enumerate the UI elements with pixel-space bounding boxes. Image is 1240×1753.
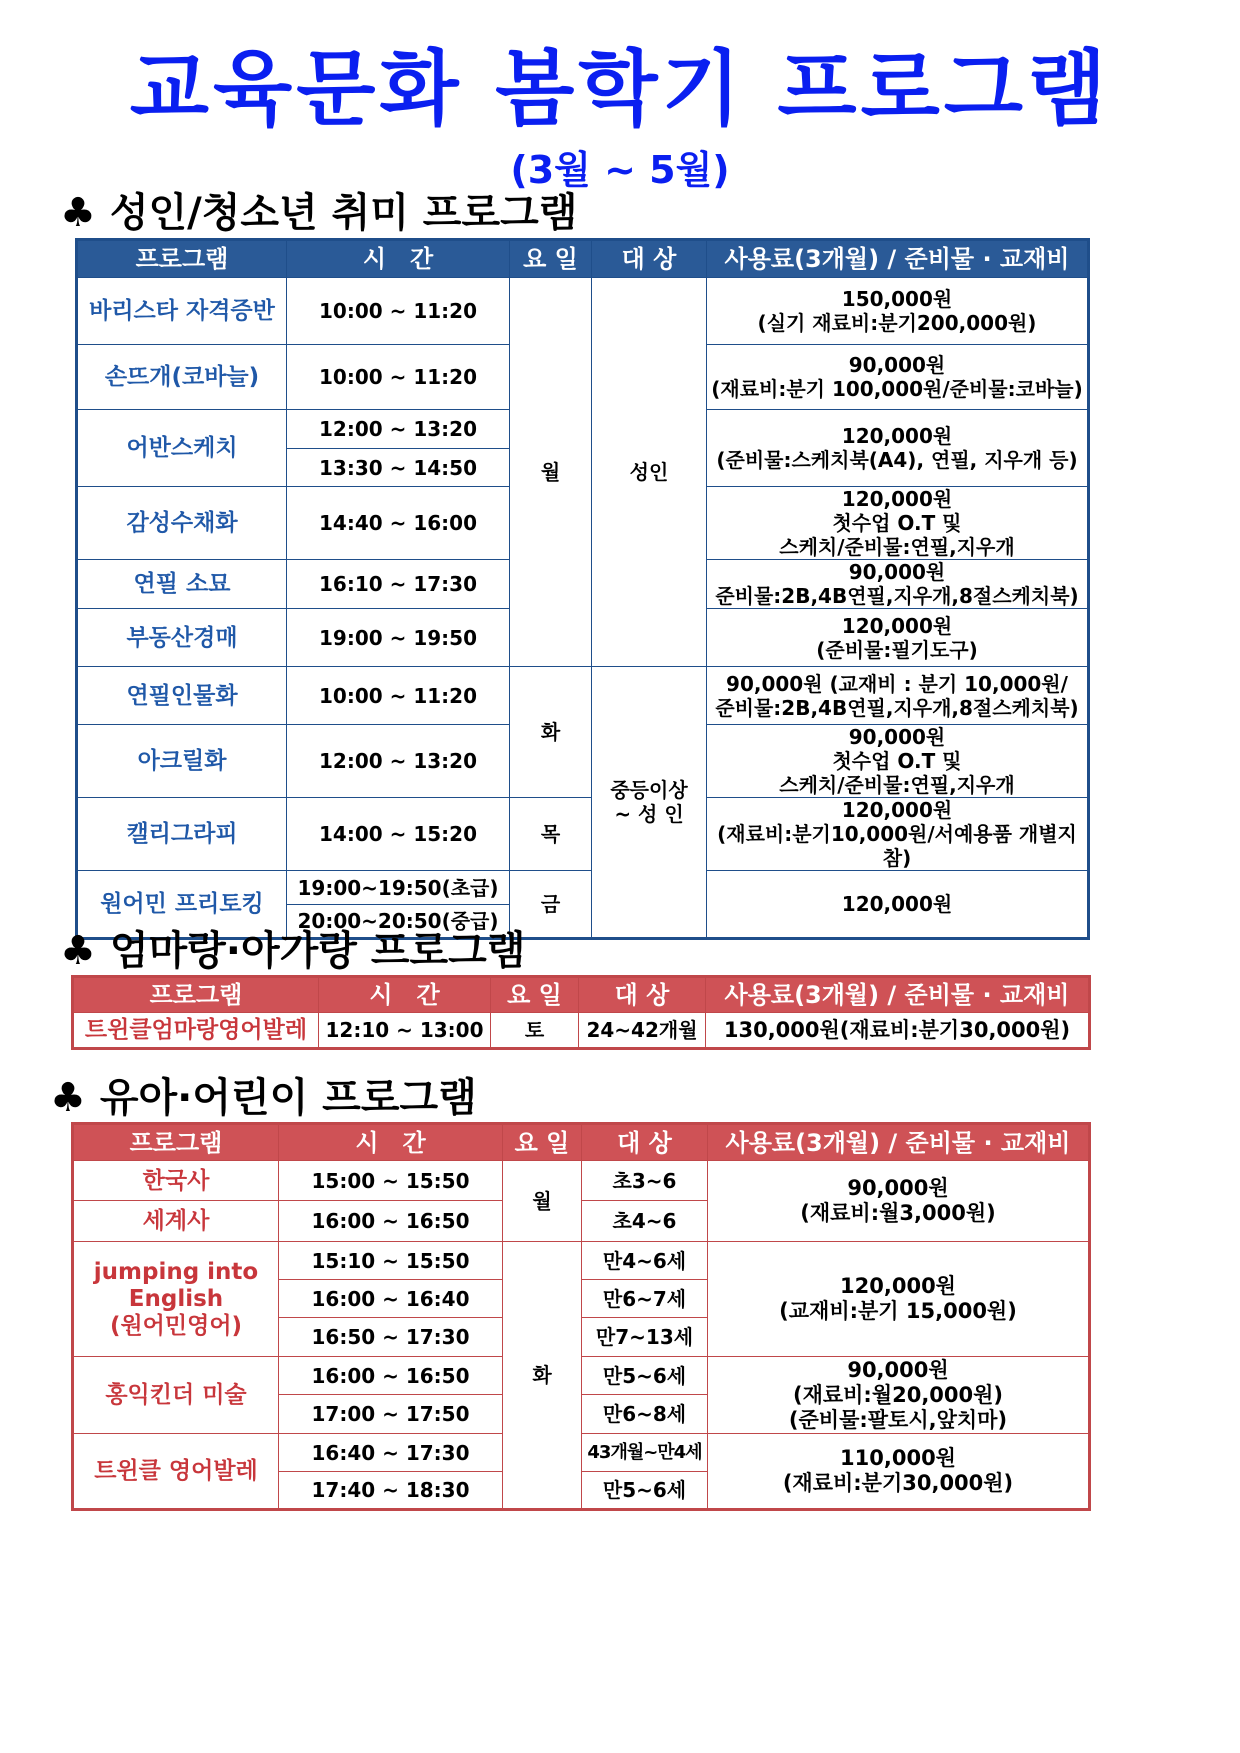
header-program: 프로그램 bbox=[77, 240, 287, 278]
time-cell: 15:10 ~ 15:50 bbox=[279, 1242, 503, 1280]
target-cell: 24~42개월 bbox=[579, 1013, 706, 1049]
fee-cell: 120,000원 첫수업 O.T 및 스케치/준비물:연필,지우개 bbox=[707, 487, 1089, 560]
program-name: 감성수채화 bbox=[77, 487, 287, 560]
time-cell: 12:00 ~ 13:20 bbox=[287, 410, 510, 449]
time-cell: 10:00 ~ 11:20 bbox=[287, 345, 510, 410]
time-cell: 17:40 ~ 18:30 bbox=[279, 1472, 503, 1510]
time-cell: 14:00 ~ 15:20 bbox=[287, 798, 510, 871]
club-icon: ♣ bbox=[60, 928, 96, 974]
header-target: 대 상 bbox=[592, 240, 707, 278]
program-name: 홍익킨더 미술 bbox=[73, 1357, 279, 1434]
table-header-row bbox=[73, 1124, 1090, 1161]
adult-program-table bbox=[75, 238, 1090, 940]
target-cell: 만4~6세 bbox=[582, 1242, 708, 1280]
day-cell: 화 bbox=[510, 667, 592, 798]
target-cell: 성인 bbox=[592, 278, 707, 667]
table-row bbox=[73, 1161, 1090, 1201]
section-heading-kids bbox=[50, 1073, 477, 1123]
header-target: 대 상 bbox=[582, 1124, 708, 1161]
program-name: 아크릴화 bbox=[77, 725, 287, 798]
time-cell: 16:00 ~ 16:50 bbox=[279, 1357, 503, 1395]
time-cell: 20:00~20:50(중급) bbox=[287, 905, 510, 939]
day-cell: 화 bbox=[503, 1242, 582, 1510]
fee-cell: 120,000원 (교재비:분기 15,000원) bbox=[708, 1242, 1090, 1357]
time-cell: 12:00 ~ 13:20 bbox=[287, 725, 510, 798]
time-cell: 19:00 ~ 19:50 bbox=[287, 609, 510, 667]
target-cell: 43개월~만4세 bbox=[582, 1434, 708, 1472]
time-cell: 15:00 ~ 15:50 bbox=[279, 1161, 503, 1201]
time-cell: 14:40 ~ 16:00 bbox=[287, 487, 510, 560]
header-target: 대 상 bbox=[579, 977, 706, 1013]
header-day: 요 일 bbox=[503, 1124, 582, 1161]
program-name: 어반스케치 bbox=[77, 410, 287, 487]
fee-cell: 120,000원 (준비물:필기도구) bbox=[707, 609, 1089, 667]
kids-program-table bbox=[71, 1122, 1091, 1511]
fee-cell: 90,000원 (재료비:월20,000원) (준비물:팔토시,앞치마) bbox=[708, 1357, 1090, 1434]
header-fee: 사용료(3개월) / 준비물 · 교재비 bbox=[708, 1124, 1090, 1161]
fee-cell: 120,000원 (준비물:스케치북(A4), 연필, 지우개 등) bbox=[707, 410, 1089, 487]
program-name: 연필 소묘 bbox=[77, 560, 287, 609]
target-cell: 만5~6세 bbox=[582, 1357, 708, 1395]
fee-cell: 90,000원 (재료비:월3,000원) bbox=[708, 1161, 1090, 1242]
target-cell: 만6~7세 bbox=[582, 1280, 708, 1318]
program-name: 한국사 bbox=[73, 1161, 279, 1201]
time-cell: 16:50 ~ 17:30 bbox=[279, 1318, 503, 1357]
target-cell: 만7~13세 bbox=[582, 1318, 708, 1357]
day-cell: 토 bbox=[491, 1013, 579, 1049]
page-title: 교육문화 봄학기 프로그램 bbox=[129, 42, 1111, 137]
fee-cell: 90,000원 (교재비 : 분기 10,000원/ 준비물:2B,4B연필,지우개,8절스케치북) bbox=[707, 667, 1089, 725]
header-fee: 사용료(3개월) / 준비물 · 교재비 bbox=[706, 977, 1090, 1013]
table-header-row bbox=[77, 240, 1089, 278]
table-row bbox=[77, 798, 1089, 871]
time-cell: 16:00 ~ 16:50 bbox=[279, 1201, 503, 1242]
time-cell: 10:00 ~ 11:20 bbox=[287, 667, 510, 725]
table-row bbox=[73, 1357, 1090, 1395]
program-name: 트윈클 영어발레 bbox=[73, 1434, 279, 1510]
program-name: 원어민 프리토킹 bbox=[77, 871, 287, 939]
program-name: 세계사 bbox=[73, 1201, 279, 1242]
day-cell: 월 bbox=[510, 278, 592, 667]
club-icon: ♣ bbox=[50, 1075, 86, 1121]
fee-cell: 120,000원 bbox=[707, 871, 1089, 939]
table-row bbox=[77, 871, 1089, 905]
target-cell: 중등이상 ~ 성 인 bbox=[592, 667, 707, 939]
fee-cell: 150,000원 (실기 재료비:분기200,000원) bbox=[707, 278, 1089, 345]
table-row bbox=[73, 1013, 1090, 1049]
header-time: 시 간 bbox=[319, 977, 491, 1013]
table-row bbox=[73, 1434, 1090, 1472]
time-cell: 13:30 ~ 14:50 bbox=[287, 449, 510, 487]
target-cell: 만6~8세 bbox=[582, 1395, 708, 1434]
time-cell: 10:00 ~ 11:20 bbox=[287, 278, 510, 345]
fee-cell: 90,000원 첫수업 O.T 및 스케치/준비물:연필,지우개 bbox=[707, 725, 1089, 798]
time-cell: 16:40 ~ 17:30 bbox=[279, 1434, 503, 1472]
page-subtitle: (3월 ~ 5월) bbox=[510, 148, 730, 192]
target-cell: 초4~6 bbox=[582, 1201, 708, 1242]
table-row bbox=[77, 278, 1089, 345]
header-day: 요 일 bbox=[510, 240, 592, 278]
day-cell: 월 bbox=[503, 1161, 582, 1242]
fee-cell: 130,000원(재료비:분기30,000원) bbox=[706, 1013, 1090, 1049]
mom-program-table bbox=[71, 975, 1091, 1050]
program-name: 연필인물화 bbox=[77, 667, 287, 725]
target-cell: 초3~6 bbox=[582, 1161, 708, 1201]
target-cell: 만5~6세 bbox=[582, 1472, 708, 1510]
club-icon: ♣ bbox=[60, 190, 96, 236]
fee-cell: 110,000원 (재료비:분기30,000원) bbox=[708, 1434, 1090, 1510]
section-heading-mom bbox=[60, 926, 525, 976]
section-heading-adult bbox=[60, 188, 577, 238]
section-title: 성인/청소년 취미 프로그램 bbox=[109, 190, 578, 236]
fee-cell: 120,000원 (재료비:분기10,000원/서예용품 개별지참) bbox=[707, 798, 1089, 871]
header-program: 프로그램 bbox=[73, 1124, 279, 1161]
program-name: 부동산경매 bbox=[77, 609, 287, 667]
day-cell: 목 bbox=[510, 798, 592, 871]
day-cell: 금 bbox=[510, 871, 592, 939]
section-title: 엄마랑·아가랑 프로그램 bbox=[109, 928, 526, 974]
fee-cell: 90,000원 (재료비:분기 100,000원/준비물:코바늘) bbox=[707, 345, 1089, 410]
program-name: 트윈클엄마랑영어발레 bbox=[73, 1013, 319, 1049]
table-row bbox=[77, 667, 1089, 725]
header-fee: 사용료(3개월) / 준비물 · 교재비 bbox=[707, 240, 1089, 278]
time-cell: 12:10 ~ 13:00 bbox=[319, 1013, 491, 1049]
header-time: 시 간 bbox=[287, 240, 510, 278]
table-row bbox=[73, 1242, 1090, 1280]
time-cell: 16:10 ~ 17:30 bbox=[287, 560, 510, 609]
fee-cell: 90,000원 준비물:2B,4B연필,지우개,8절스케치북) bbox=[707, 560, 1089, 609]
program-name: 손뜨개(코바늘) bbox=[77, 345, 287, 410]
time-cell: 17:00 ~ 17:50 bbox=[279, 1395, 503, 1434]
header-day: 요 일 bbox=[491, 977, 579, 1013]
time-cell: 19:00~19:50(초급) bbox=[287, 871, 510, 905]
program-name: 캘리그라피 bbox=[77, 798, 287, 871]
header-time: 시 간 bbox=[279, 1124, 503, 1161]
section-title: 유아·어린이 프로그램 bbox=[99, 1075, 477, 1121]
program-name: jumping into English (원어민영어) bbox=[73, 1242, 279, 1357]
table-header-row bbox=[73, 977, 1090, 1013]
header-program: 프로그램 bbox=[73, 977, 319, 1013]
time-cell: 16:00 ~ 16:40 bbox=[279, 1280, 503, 1318]
program-name: 바리스타 자격증반 bbox=[77, 278, 287, 345]
